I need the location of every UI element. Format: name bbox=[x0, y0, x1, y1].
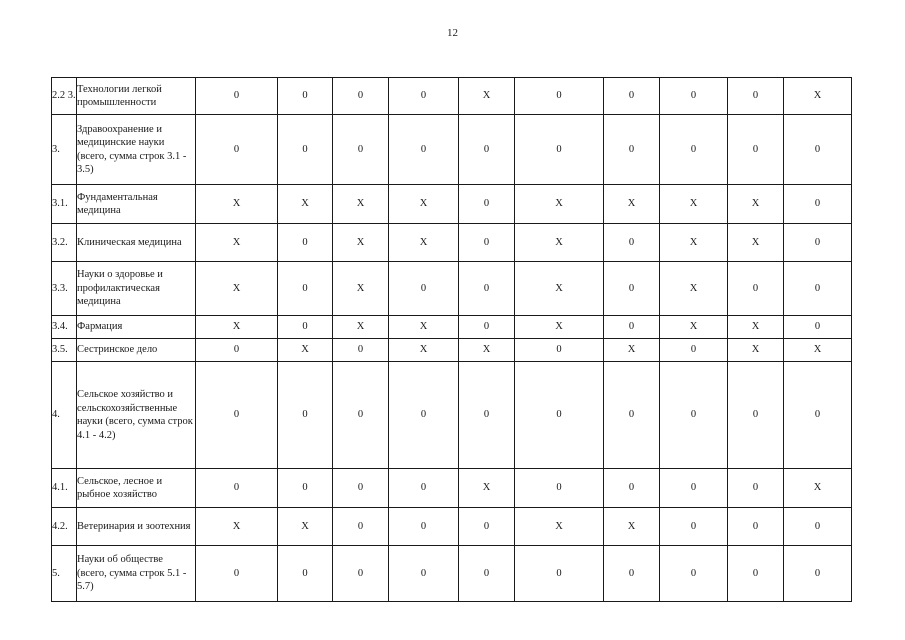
cell-value: 0 bbox=[515, 115, 604, 185]
cell-value: 0 bbox=[278, 469, 333, 508]
row-name: Науки о здоровье и профилактическая медицина bbox=[77, 262, 196, 316]
cell-value: 0 bbox=[515, 362, 604, 469]
cell-value: 0 bbox=[784, 262, 852, 316]
cell-value: 0 bbox=[604, 262, 660, 316]
cell-value: 0 bbox=[389, 546, 459, 602]
table-row bbox=[52, 224, 852, 262]
cell-value: 0 bbox=[660, 546, 728, 602]
cell-value: X bbox=[459, 78, 515, 115]
cell-value: 0 bbox=[278, 224, 333, 262]
cell-value: 0 bbox=[604, 115, 660, 185]
cell-value: 0 bbox=[389, 362, 459, 469]
cell-value: X bbox=[333, 185, 389, 224]
page-number: 12 bbox=[447, 27, 458, 39]
cell-value: 0 bbox=[515, 78, 604, 115]
cell-value: 0 bbox=[728, 469, 784, 508]
table-row bbox=[52, 546, 852, 602]
row-name: Фундаментальная медицина bbox=[77, 185, 196, 224]
cell-value: X bbox=[660, 316, 728, 339]
table-row bbox=[52, 185, 852, 224]
cell-value: 0 bbox=[728, 508, 784, 546]
cell-value: X bbox=[515, 508, 604, 546]
cell-value: X bbox=[784, 78, 852, 115]
cell-value: 0 bbox=[604, 224, 660, 262]
cell-value: 0 bbox=[278, 546, 333, 602]
cell-value: 0 bbox=[784, 362, 852, 469]
cell-value: 0 bbox=[459, 262, 515, 316]
cell-value: 0 bbox=[784, 316, 852, 339]
cell-value: 0 bbox=[459, 316, 515, 339]
cell-value: 0 bbox=[389, 78, 459, 115]
table-row bbox=[52, 262, 852, 316]
cell-value: 0 bbox=[515, 469, 604, 508]
cell-value: X bbox=[604, 339, 660, 362]
cell-value: X bbox=[728, 316, 784, 339]
data-table bbox=[51, 77, 852, 602]
cell-value: X bbox=[660, 185, 728, 224]
cell-value: X bbox=[515, 224, 604, 262]
row-code: 4.2. bbox=[52, 508, 77, 546]
row-code: 3.4. bbox=[52, 316, 77, 339]
table-row bbox=[52, 78, 852, 115]
row-name: Сельское, лесное и рыбное хозяйство bbox=[77, 469, 196, 508]
cell-value: X bbox=[728, 224, 784, 262]
cell-value: 0 bbox=[604, 469, 660, 508]
cell-value: 0 bbox=[278, 362, 333, 469]
cell-value: 0 bbox=[728, 262, 784, 316]
table-row bbox=[52, 469, 852, 508]
cell-value: 0 bbox=[660, 469, 728, 508]
cell-value: 0 bbox=[196, 469, 278, 508]
cell-value: X bbox=[604, 508, 660, 546]
row-name: Сельское хозяйство и сельскохозяйственные науки (всего, сумма строк 4.1 - 4.2) bbox=[77, 362, 196, 469]
cell-value: 0 bbox=[278, 78, 333, 115]
cell-value: X bbox=[515, 316, 604, 339]
cell-value: 0 bbox=[333, 362, 389, 469]
cell-value: 0 bbox=[784, 115, 852, 185]
cell-value: 0 bbox=[459, 508, 515, 546]
cell-value: 0 bbox=[604, 546, 660, 602]
cell-value: 0 bbox=[278, 262, 333, 316]
cell-value: 0 bbox=[333, 339, 389, 362]
table-row bbox=[52, 115, 852, 185]
cell-value: 0 bbox=[515, 339, 604, 362]
cell-value: X bbox=[660, 224, 728, 262]
cell-value: X bbox=[196, 316, 278, 339]
row-name: Технологии легкой промышленности bbox=[77, 78, 196, 115]
row-name: Сестринское дело bbox=[77, 339, 196, 362]
row-code: 3.1. bbox=[52, 185, 77, 224]
cell-value: 0 bbox=[459, 185, 515, 224]
row-name: Здравоохранение и медицинские науки (всего, сумма строк 3.1 - 3.5) bbox=[77, 115, 196, 185]
cell-value: X bbox=[196, 224, 278, 262]
cell-value: X bbox=[389, 316, 459, 339]
row-code: 3.2. bbox=[52, 224, 77, 262]
cell-value: X bbox=[515, 262, 604, 316]
cell-value: 0 bbox=[389, 262, 459, 316]
cell-value: X bbox=[196, 508, 278, 546]
cell-value: 0 bbox=[196, 78, 278, 115]
cell-value: 0 bbox=[604, 316, 660, 339]
cell-value: X bbox=[389, 339, 459, 362]
cell-value: X bbox=[196, 262, 278, 316]
cell-value: 0 bbox=[196, 362, 278, 469]
cell-value: X bbox=[333, 316, 389, 339]
cell-value: 0 bbox=[728, 362, 784, 469]
cell-value: 0 bbox=[784, 185, 852, 224]
row-name: Ветеринария и зоотехния bbox=[77, 508, 196, 546]
cell-value: 0 bbox=[459, 546, 515, 602]
row-code: 3. bbox=[52, 115, 77, 185]
cell-value: X bbox=[728, 339, 784, 362]
row-code: 2.2 3. bbox=[52, 78, 77, 115]
cell-value: X bbox=[604, 185, 660, 224]
row-name: Клиническая медицина bbox=[77, 224, 196, 262]
cell-value: 0 bbox=[515, 546, 604, 602]
table-row bbox=[52, 508, 852, 546]
cell-value: 0 bbox=[784, 546, 852, 602]
row-code: 4. bbox=[52, 362, 77, 469]
cell-value: 0 bbox=[459, 362, 515, 469]
row-code: 4.1. bbox=[52, 469, 77, 508]
table-row bbox=[52, 316, 852, 339]
cell-value: X bbox=[389, 224, 459, 262]
cell-value: 0 bbox=[660, 508, 728, 546]
cell-value: 0 bbox=[604, 78, 660, 115]
cell-value: X bbox=[660, 262, 728, 316]
cell-value: X bbox=[278, 339, 333, 362]
cell-value: X bbox=[728, 185, 784, 224]
cell-value: 0 bbox=[660, 78, 728, 115]
row-code: 3.3. bbox=[52, 262, 77, 316]
cell-value: 0 bbox=[278, 115, 333, 185]
cell-value: 0 bbox=[459, 224, 515, 262]
cell-value: 0 bbox=[278, 316, 333, 339]
cell-value: X bbox=[278, 185, 333, 224]
cell-value: 0 bbox=[784, 508, 852, 546]
cell-value: 0 bbox=[389, 115, 459, 185]
cell-value: X bbox=[278, 508, 333, 546]
cell-value: 0 bbox=[728, 546, 784, 602]
cell-value: 0 bbox=[196, 546, 278, 602]
cell-value: X bbox=[515, 185, 604, 224]
cell-value: X bbox=[333, 262, 389, 316]
row-name: Фармация bbox=[77, 316, 196, 339]
cell-value: 0 bbox=[333, 78, 389, 115]
table-row bbox=[52, 362, 852, 469]
cell-value: X bbox=[459, 469, 515, 508]
cell-value: 0 bbox=[459, 115, 515, 185]
cell-value: 0 bbox=[784, 224, 852, 262]
cell-value: X bbox=[784, 469, 852, 508]
cell-value: 0 bbox=[389, 469, 459, 508]
cell-value: 0 bbox=[196, 115, 278, 185]
cell-value: 0 bbox=[333, 546, 389, 602]
cell-value: 0 bbox=[728, 115, 784, 185]
cell-value: 0 bbox=[604, 362, 660, 469]
cell-value: X bbox=[389, 185, 459, 224]
row-code: 5. bbox=[52, 546, 77, 602]
row-name: Науки об обществе (всего, сумма строк 5.1 - 5.7) bbox=[77, 546, 196, 602]
cell-value: X bbox=[784, 339, 852, 362]
row-code: 3.5. bbox=[52, 339, 77, 362]
cell-value: 0 bbox=[389, 508, 459, 546]
cell-value: 0 bbox=[660, 115, 728, 185]
cell-value: X bbox=[196, 185, 278, 224]
cell-value: 0 bbox=[333, 115, 389, 185]
cell-value: X bbox=[333, 224, 389, 262]
cell-value: 0 bbox=[660, 339, 728, 362]
cell-value: X bbox=[459, 339, 515, 362]
cell-value: 0 bbox=[333, 508, 389, 546]
cell-value: 0 bbox=[333, 469, 389, 508]
cell-value: 0 bbox=[728, 78, 784, 115]
cell-value: 0 bbox=[196, 339, 278, 362]
cell-value: 0 bbox=[660, 362, 728, 469]
table-row bbox=[52, 339, 852, 362]
